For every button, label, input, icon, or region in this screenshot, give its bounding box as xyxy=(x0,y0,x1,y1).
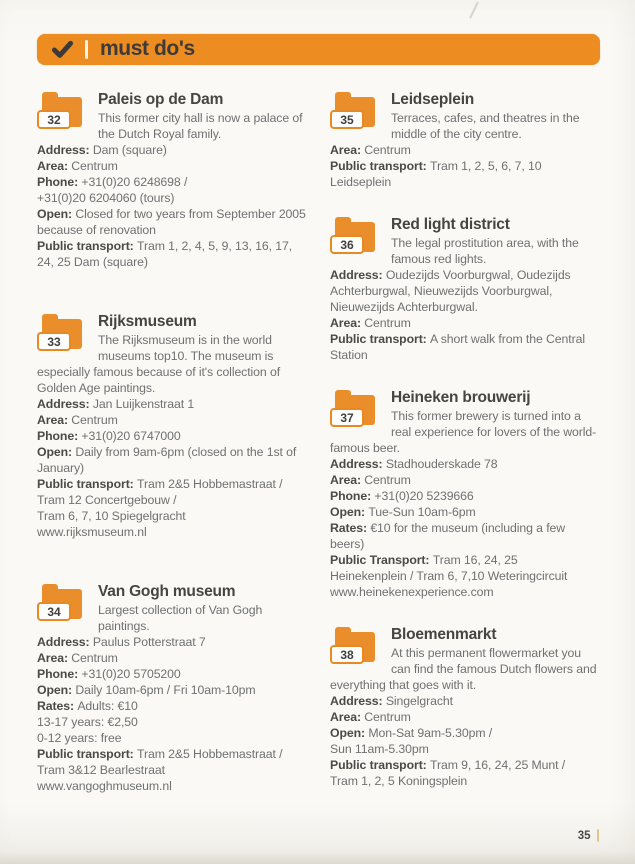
field-value: A short walk from the Central Station xyxy=(330,332,585,362)
page-title: must do's xyxy=(100,36,195,60)
entry-number-badge xyxy=(330,216,378,256)
entry-text-line xyxy=(37,762,307,778)
entry-number: 32 xyxy=(37,110,71,129)
entry-field-line xyxy=(330,315,600,331)
field-value: +31(0)20 6248698 / xyxy=(81,175,188,189)
field-value: This former brewery is turned into a real experience for lovers of the world-famous beer. xyxy=(330,409,597,455)
entry-text-line xyxy=(37,524,307,540)
field-value: Centrum xyxy=(71,413,118,427)
entry-field-line xyxy=(37,412,307,428)
field-value: Leidseplein xyxy=(330,175,392,189)
entry-field-line xyxy=(330,552,600,568)
page-footer xyxy=(578,829,599,842)
entry-title: Rijksmuseum xyxy=(98,313,197,330)
field-value: +31(0)20 5705200 xyxy=(81,667,181,681)
entry-field-line xyxy=(37,746,307,762)
field-value: Heinekenplein / Tram 6, 7,10 Weteringcircuit xyxy=(330,569,568,583)
entry-text-line xyxy=(330,568,600,584)
field-label: Rates: xyxy=(37,699,78,713)
entry-field-line xyxy=(330,267,600,315)
entry-title: Leidseplein xyxy=(391,91,475,108)
field-label: Open: xyxy=(37,207,76,221)
field-value: www.vangoghmuseum.nl xyxy=(37,779,172,793)
entry-text-line xyxy=(37,730,307,746)
field-value: +31(0)20 6204060 (tours) xyxy=(37,191,175,205)
entry-title: Bloemenmarkt xyxy=(391,626,497,643)
poi-entry xyxy=(330,625,600,789)
entry-number-badge xyxy=(330,91,378,131)
entry-text-line xyxy=(330,174,600,190)
field-label: Address: xyxy=(37,397,93,411)
field-value: Paulus Potterstraat 7 xyxy=(92,635,206,649)
field-value: Tram 3&12 Bearlestraat xyxy=(37,763,165,777)
field-value: Oudezijds Voorburgwal, Oudezijds Achterburgwal, Nieuwezijds Voorburgwal, Nieuwezijds Achterburgwal. xyxy=(330,268,571,314)
entry-field-line xyxy=(37,238,307,270)
entry-field-line xyxy=(330,725,600,741)
entry-field-line xyxy=(330,142,600,158)
field-value: Jan Luijkenstraat 1 xyxy=(92,397,195,411)
entry-field-line xyxy=(330,504,600,520)
field-label: Phone: xyxy=(37,667,82,681)
field-label: Public transport: xyxy=(37,477,137,491)
field-label: Public transport: xyxy=(330,159,430,173)
header-divider xyxy=(85,40,88,59)
entry-field-line xyxy=(37,476,307,492)
field-value: €10 for the museum (including a few beers) xyxy=(330,521,566,551)
field-value: Tram 1, 2, 4, 5, 9, 13, 16, 17, 24, 25 Dam (square) xyxy=(37,239,293,269)
field-label: Address: xyxy=(330,694,386,708)
field-value: 0-12 years: free xyxy=(37,731,122,745)
entry-lines xyxy=(37,332,307,540)
field-value: Centrum xyxy=(71,651,118,665)
entry-lines xyxy=(37,602,307,794)
entry-field-line xyxy=(37,142,307,158)
field-label: Open: xyxy=(37,445,76,459)
field-label: Area: xyxy=(37,651,72,665)
entry-text-line xyxy=(330,584,600,600)
field-label: Phone: xyxy=(330,489,375,503)
field-value: Tram 16, 24, 25 xyxy=(432,553,518,567)
poi-entry xyxy=(37,90,307,270)
page-number: 35 xyxy=(577,829,591,842)
entry-lines xyxy=(37,110,307,270)
entry-field-line xyxy=(330,456,600,472)
entry-number-badge xyxy=(330,626,378,666)
field-value: Mon-Sat 9am-5.30pm / xyxy=(368,726,493,740)
entry-number-badge xyxy=(330,389,378,429)
field-value: +31(0)20 5239666 xyxy=(374,489,474,503)
field-value: The Rijksmuseum is in the world museums top10. The museum is especially famous because of it's collection of Golden Age paintings. xyxy=(37,333,281,395)
entry-field-line xyxy=(330,488,600,504)
field-value: Dam (square) xyxy=(92,143,167,157)
entry-field-line xyxy=(37,396,307,412)
entry-text-line xyxy=(330,773,600,789)
field-label: Area: xyxy=(330,143,365,157)
field-value: Centrum xyxy=(364,316,411,330)
field-value: Daily 10am-6pm / Fri 10am-10pm xyxy=(75,683,256,697)
entry-field-line xyxy=(37,428,307,444)
field-value: Sun 11am-5.30pm xyxy=(330,742,429,756)
field-value: Tram 9, 16, 24, 25 Munt / xyxy=(430,758,566,772)
field-value: www.heinekenexperience.com xyxy=(330,585,494,599)
field-label: Address: xyxy=(330,268,386,282)
field-value: Singelgracht xyxy=(385,694,453,708)
field-label: Phone: xyxy=(37,175,82,189)
entry-number: 36 xyxy=(330,235,364,254)
field-value: Tue-Sun 10am-6pm xyxy=(368,505,476,519)
entry-text-line xyxy=(37,190,307,206)
field-label: Public transport: xyxy=(37,239,137,253)
entry-number: 33 xyxy=(37,332,71,351)
entry-field-line xyxy=(330,693,600,709)
entry-number: 38 xyxy=(330,645,364,664)
field-label: Area: xyxy=(37,159,72,173)
entry-text-line xyxy=(37,714,307,730)
field-label: Public transport: xyxy=(330,332,430,346)
entry-title: Van Gogh museum xyxy=(98,583,236,600)
field-value: 13-17 years: €2,50 xyxy=(37,715,138,729)
entry-field-line xyxy=(330,520,600,552)
entry-text-line xyxy=(37,508,307,524)
entry-field-line xyxy=(330,757,600,773)
entry-field-line xyxy=(330,331,600,363)
entry-number-badge xyxy=(37,583,85,623)
field-label: Area: xyxy=(330,710,365,724)
field-label: Address: xyxy=(330,457,386,471)
right-column xyxy=(330,90,600,794)
field-value: Stadhouderskade 78 xyxy=(385,457,498,471)
field-label: Address: xyxy=(37,143,93,157)
entry-number: 37 xyxy=(330,408,364,427)
field-value: Centrum xyxy=(364,710,411,724)
field-value: The legal prostitution area, with the famous red lights. xyxy=(391,236,579,266)
poi-entry xyxy=(330,388,600,600)
entry-field-line xyxy=(37,206,307,238)
field-value: Terraces, cafes, and theatres in the middle of the city centre. xyxy=(391,111,580,141)
entry-field-line xyxy=(37,666,307,682)
entry-title: Red light district xyxy=(391,216,510,233)
entry-number: 35 xyxy=(330,110,364,129)
field-value: Tram 2&5 Hobbemastraat / xyxy=(137,747,283,761)
poi-entry xyxy=(37,582,307,794)
entry-field-line xyxy=(37,682,307,698)
field-label: Public transport: xyxy=(330,758,430,772)
field-value: Centrum xyxy=(364,143,411,157)
entry-field-line xyxy=(37,174,307,190)
entry-number-badge xyxy=(37,313,85,353)
entry-field-line xyxy=(37,650,307,666)
field-label: Open: xyxy=(330,726,369,740)
field-label: Area: xyxy=(330,473,365,487)
field-value: Tram 6, 7, 10 Spiegelgracht xyxy=(37,509,186,523)
field-value: At this permanent flowermarket you can find the famous Dutch flowers and everything that goes with it. xyxy=(330,646,597,692)
poi-entry xyxy=(37,312,307,540)
field-label: Rates: xyxy=(330,521,371,535)
left-column xyxy=(37,90,307,794)
pencil-mark-artifact xyxy=(469,2,478,19)
entry-text-line xyxy=(330,741,600,757)
field-value: Centrum xyxy=(364,473,411,487)
entry-field-line xyxy=(37,444,307,476)
field-value: +31(0)20 6747000 xyxy=(81,429,181,443)
field-value: This former city hall is now a palace of the Dutch Royal family. xyxy=(98,111,303,141)
field-value: Largest collection of Van Gogh paintings. xyxy=(98,603,263,633)
footer-tick-mark xyxy=(597,829,600,842)
field-label: Phone: xyxy=(37,429,82,443)
field-value: Tram 1, 2, 5, 6, 7, 10 xyxy=(430,159,542,173)
field-value: Tram 2&5 Hobbemastraat / xyxy=(137,477,283,491)
entry-number: 34 xyxy=(37,602,71,621)
field-value: Tram 12 Concertgebouw / xyxy=(37,493,177,507)
field-value: Centrum xyxy=(71,159,118,173)
entry-field-line xyxy=(330,472,600,488)
entry-title: Heineken brouwerij xyxy=(391,389,531,406)
entry-field-line xyxy=(37,698,307,714)
entry-number-badge xyxy=(37,91,85,131)
field-value: Closed for two years from September 2005 because of renovation xyxy=(37,207,306,237)
field-value: Daily from 9am-6pm (closed on the 1st of January) xyxy=(37,445,297,475)
check-icon xyxy=(51,40,74,59)
entry-field-line xyxy=(330,158,600,174)
entry-text-line xyxy=(37,778,307,794)
entry-title: Paleis op de Dam xyxy=(98,91,224,108)
field-label: Public Transport: xyxy=(330,553,433,567)
field-value: Tram 1, 2, 5 Koningsplein xyxy=(330,774,468,788)
entry-lines xyxy=(330,645,600,789)
section-header-bar xyxy=(37,34,600,65)
field-value: Adults: €10 xyxy=(77,699,138,713)
poi-entry xyxy=(330,90,600,190)
entry-lines xyxy=(330,408,600,600)
entry-text-line xyxy=(37,492,307,508)
field-label: Open: xyxy=(37,683,76,697)
poi-entry xyxy=(330,215,600,363)
field-label: Open: xyxy=(330,505,369,519)
entry-field-line xyxy=(37,158,307,174)
entry-field-line xyxy=(37,634,307,650)
field-label: Public transport: xyxy=(37,747,137,761)
field-label: Area: xyxy=(37,413,72,427)
field-label: Address: xyxy=(37,635,93,649)
entry-field-line xyxy=(330,709,600,725)
field-label: Area: xyxy=(330,316,365,330)
field-value: www.rijksmuseum.nl xyxy=(37,525,147,539)
entries-content xyxy=(37,90,600,794)
